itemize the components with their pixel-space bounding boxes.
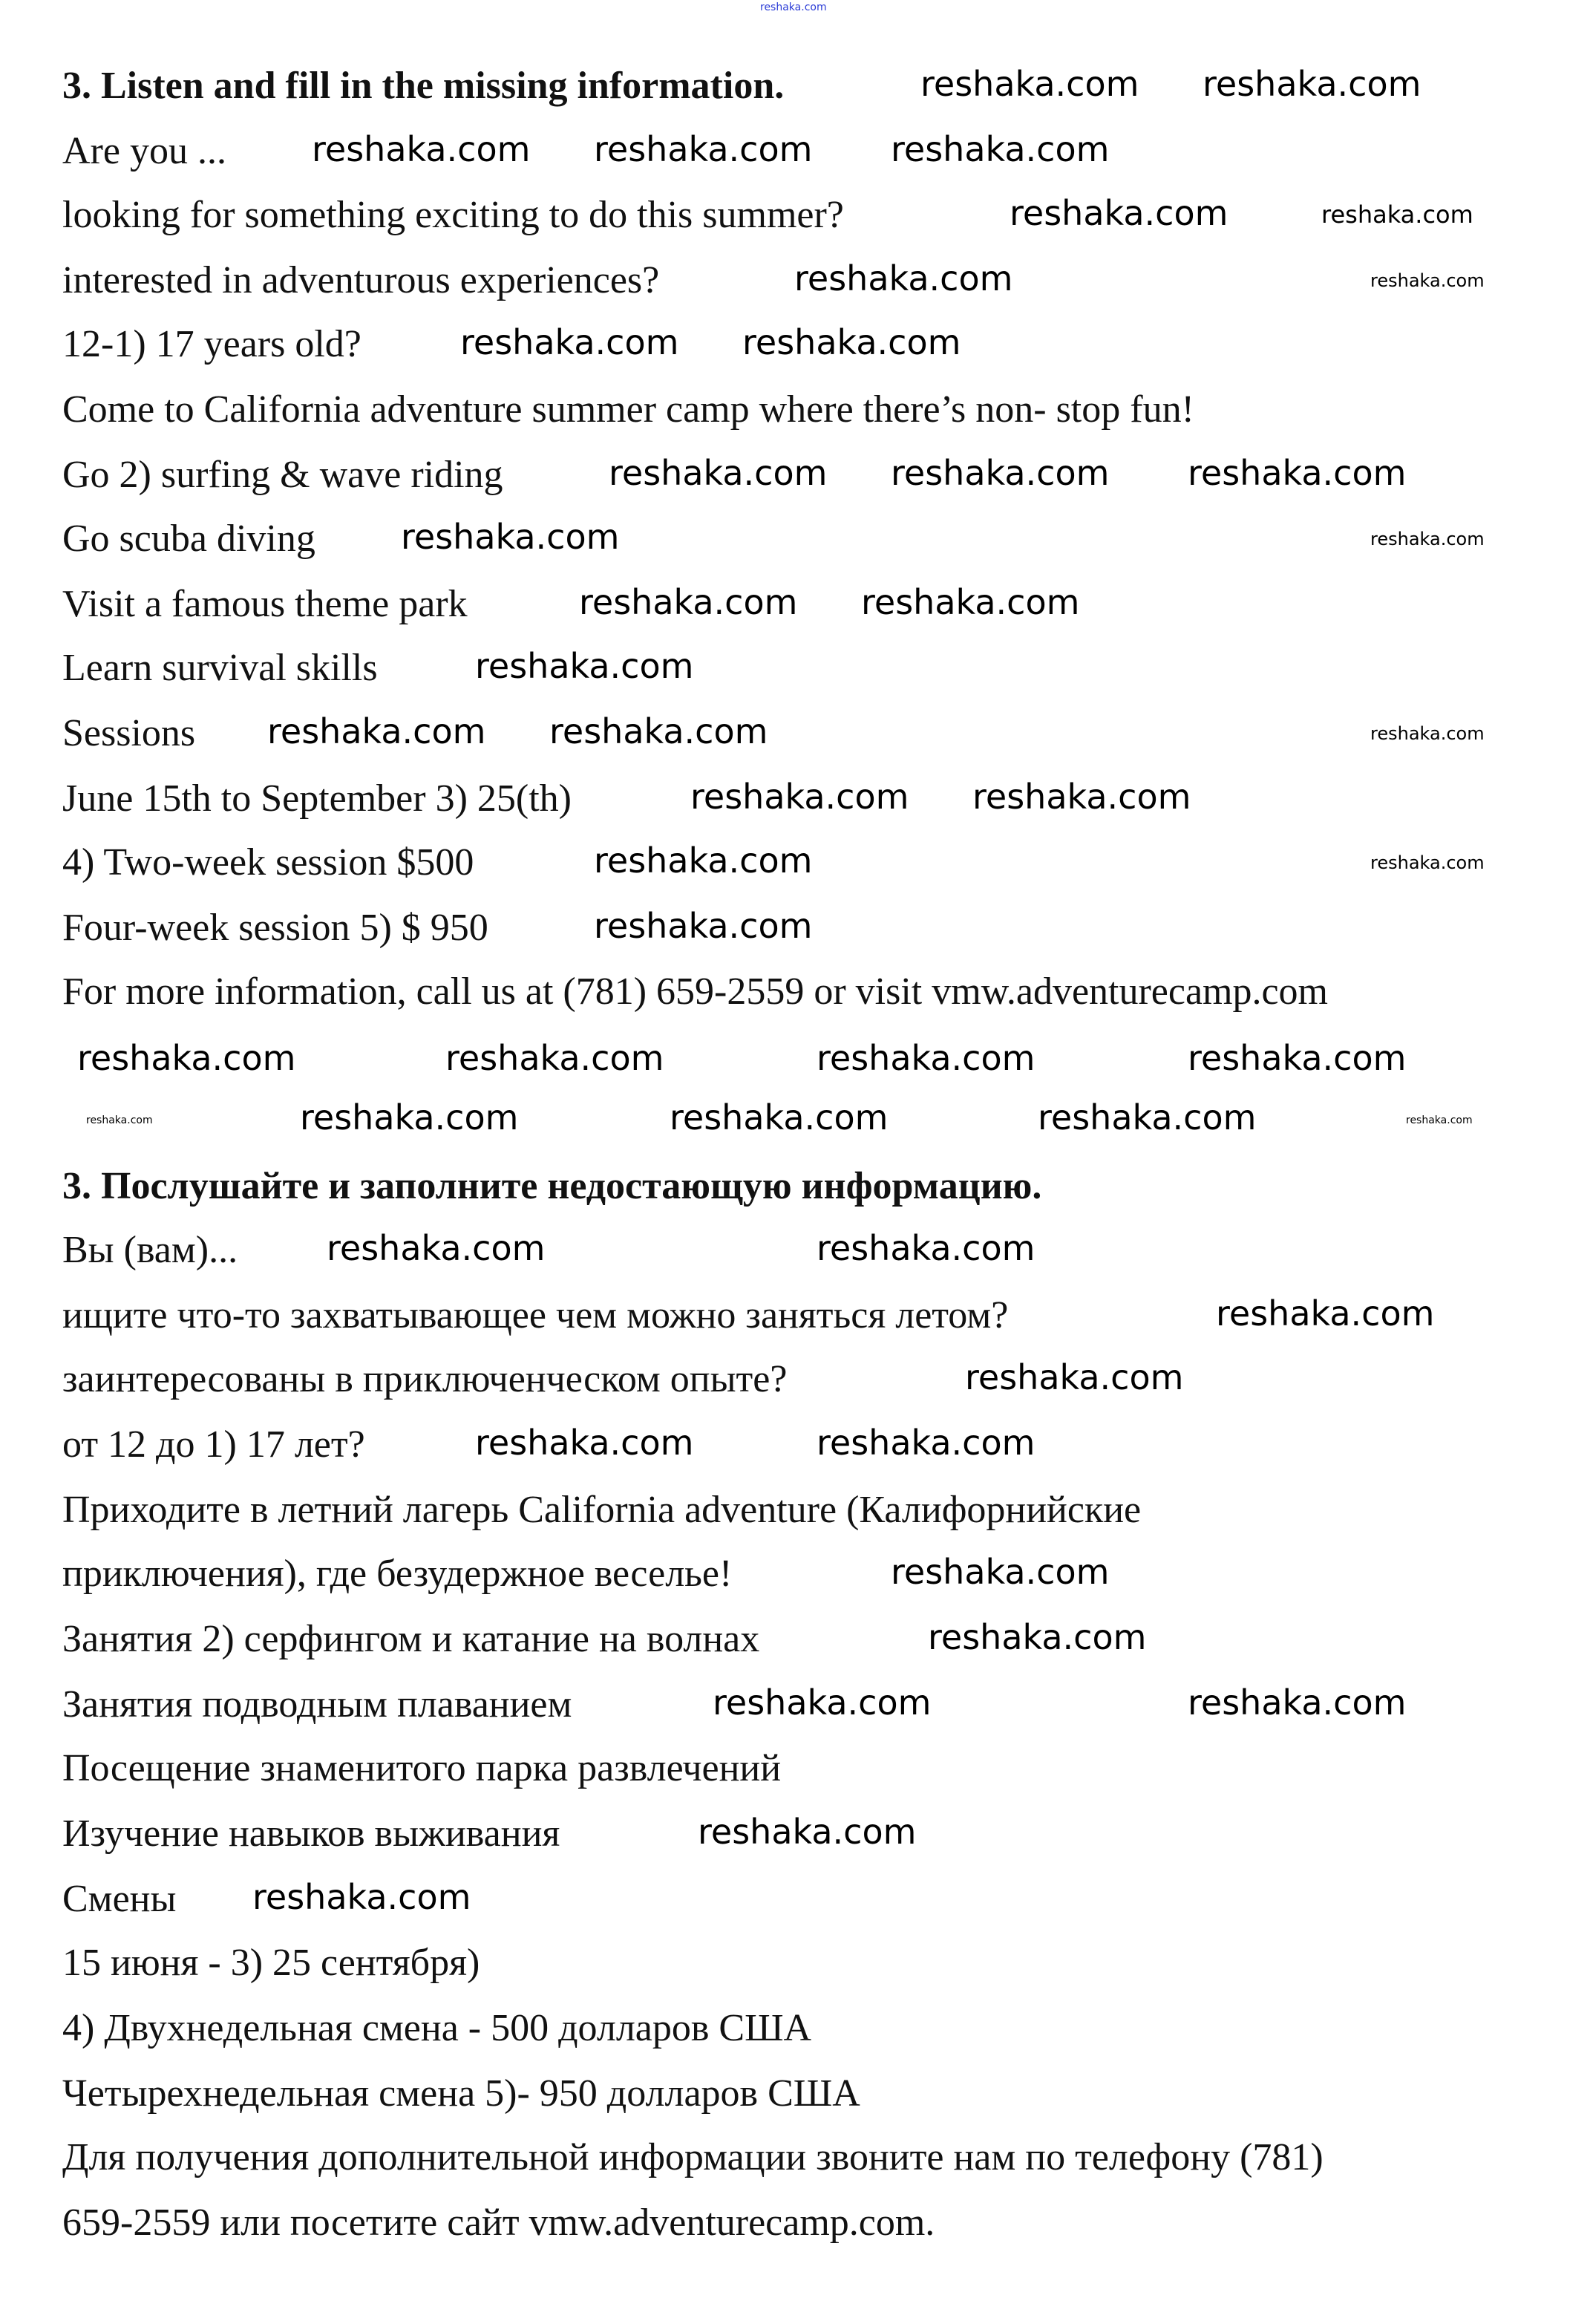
watermark: reshaka.com	[972, 777, 1191, 817]
text-line: Приходите в летний лагерь California adventure (Калифорнийские	[62, 1489, 1142, 1531]
watermark: reshaka.com	[817, 1423, 1036, 1463]
watermark: reshaka.com	[1370, 722, 1485, 744]
watermark: reshaka.com	[928, 1617, 1147, 1658]
watermark: reshaka.com	[460, 322, 679, 363]
text-line: Вы (вам)...	[62, 1229, 238, 1271]
text-line: 15 июня - 3) 25 сентября)	[62, 1942, 480, 1984]
watermark: reshaka.com	[300, 1097, 519, 1138]
watermark: reshaka.com	[670, 1097, 889, 1138]
text-line: interested in adventurous experiences?	[62, 259, 660, 301]
watermark: reshaka.com	[445, 1038, 664, 1079]
watermark-top: reshaka.com	[760, 1, 827, 13]
watermark: reshaka.com	[817, 1228, 1036, 1269]
watermark: reshaka.com	[1010, 193, 1229, 234]
watermark: reshaka.com	[1406, 1114, 1473, 1126]
watermark: reshaka.com	[1321, 200, 1473, 229]
watermark: reshaka.com	[1038, 1097, 1257, 1138]
text-line: June 15th to September 3) 25(th)	[62, 777, 572, 820]
watermark: reshaka.com	[475, 1423, 694, 1463]
text-line: Четырехнедельная смена 5)- 950 долларов США	[62, 2072, 860, 2115]
text-line: ищите что-то захватывающее чем можно заняться летом?	[62, 1294, 1009, 1336]
watermark: reshaka.com	[594, 129, 813, 170]
text-line: Are you ...	[62, 130, 226, 172]
text-line: For more information, call us at (781) 659-2559 or visit vmw.adventurecamp.com	[62, 970, 1329, 1013]
watermark: reshaka.com	[1370, 852, 1485, 873]
watermark: reshaka.com	[327, 1228, 546, 1269]
watermark: reshaka.com	[312, 129, 531, 170]
watermark: reshaka.com	[794, 258, 1013, 299]
text-line: 4) Двухнедельная смена - 500 долларов США	[62, 2007, 812, 2049]
watermark: reshaka.com	[475, 646, 694, 687]
watermark: reshaka.com	[891, 453, 1110, 494]
watermark: reshaka.com	[713, 1682, 932, 1723]
text-line: Занятия 2) серфингом и катание на волнах	[62, 1618, 760, 1660]
text-line: Visit a famous theme park	[62, 583, 468, 625]
watermark: reshaka.com	[267, 711, 486, 752]
watermark: reshaka.com	[86, 1114, 153, 1126]
watermark: reshaka.com	[1188, 1682, 1407, 1723]
watermark: reshaka.com	[594, 841, 813, 881]
watermark: reshaka.com	[252, 1877, 471, 1918]
watermark: reshaka.com	[861, 582, 1080, 623]
watermark: reshaka.com	[1370, 270, 1485, 291]
text-line: от 12 до 1) 17 лет?	[62, 1423, 365, 1466]
text-line: Занятия подводным плаванием	[62, 1683, 572, 1726]
text-line: 4) Two-week session $500	[62, 841, 474, 884]
watermark: reshaka.com	[1203, 64, 1421, 105]
text-line: 659-2559 или посетите сайт vmw.adventurecamp.com.	[62, 2201, 935, 2244]
watermark: reshaka.com	[1188, 1038, 1407, 1079]
section-heading-english: 3. Listen and fill in the missing information.	[62, 65, 785, 107]
watermark: reshaka.com	[609, 453, 828, 494]
watermark: reshaka.com	[401, 517, 620, 558]
watermark: reshaka.com	[579, 582, 798, 623]
watermark: reshaka.com	[1370, 528, 1485, 549]
watermark: reshaka.com	[891, 129, 1110, 170]
text-line: заинтересованы в приключенческом опыте?	[62, 1358, 788, 1400]
watermark: reshaka.com	[549, 711, 768, 752]
watermark: reshaka.com	[817, 1038, 1036, 1079]
section-heading-russian: 3. Послушайте и заполните недостающую информацию.	[62, 1165, 1042, 1207]
text-line: 12-1) 17 years old?	[62, 323, 361, 365]
text-line: Four-week session 5) $ 950	[62, 907, 488, 949]
watermark: reshaka.com	[1188, 453, 1407, 494]
text-line: приключения), где безудержное веселье!	[62, 1553, 733, 1595]
text-line: Изучение навыков выживания	[62, 1812, 560, 1855]
watermark: reshaka.com	[891, 1552, 1110, 1593]
watermark: reshaka.com	[920, 64, 1139, 105]
text-line: Come to California adventure summer camp where there’s non- stop fun!	[62, 388, 1194, 431]
text-line: Sessions	[62, 712, 196, 754]
watermark: reshaka.com	[742, 322, 961, 363]
text-line: Смены	[62, 1878, 177, 1920]
text-line: Learn survival skills	[62, 647, 378, 689]
text-line: Go 2) surfing & wave riding	[62, 454, 503, 496]
watermark: reshaka.com	[77, 1038, 296, 1079]
watermark: reshaka.com	[594, 906, 813, 947]
text-line: looking for something exciting to do this summer?	[62, 194, 844, 236]
watermark: reshaka.com	[965, 1357, 1184, 1398]
watermark: reshaka.com	[698, 1812, 917, 1853]
text-line: Go scuba diving	[62, 518, 315, 560]
text-line: Посещение знаменитого парка развлечений	[62, 1747, 782, 1789]
watermark: reshaka.com	[690, 777, 909, 817]
text-line: Для получения дополнительной информации звоните нам по телефону (781)	[62, 2136, 1324, 2178]
watermark: reshaka.com	[1216, 1293, 1435, 1334]
